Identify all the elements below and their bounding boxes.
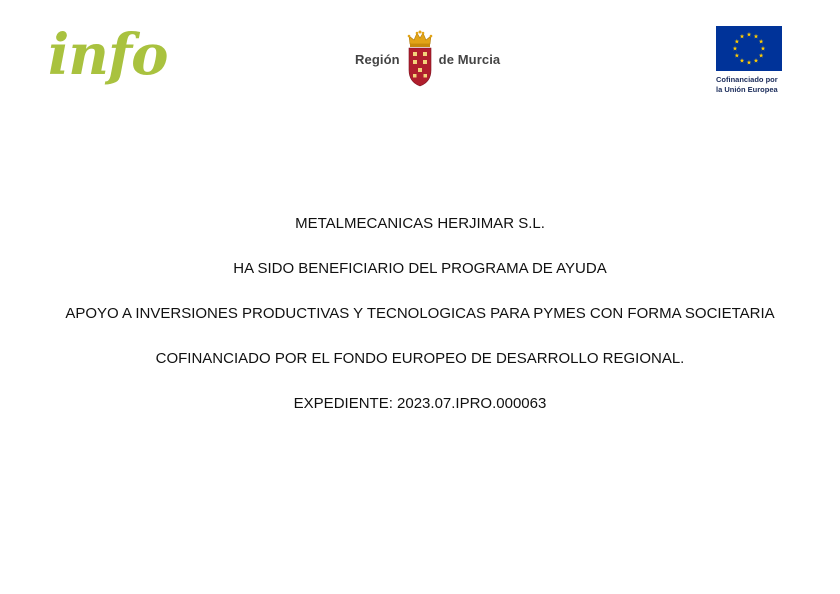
info-logo — [46, 22, 168, 94]
eu-caption — [716, 75, 806, 94]
eu-caption-line-2: la Unión Europea — [716, 84, 778, 94]
info-logo-text: info — [48, 22, 168, 88]
eu-flag-icon — [716, 26, 782, 71]
eu-caption-line-1: Cofinanciado por — [716, 75, 778, 84]
company-name: METALMECANICAS HERJIMAR S.L. — [295, 215, 545, 232]
beneficiary-statement: HA SIDO BENEFICIARIO DEL PROGRAMA DE AYUDA — [233, 260, 607, 277]
info-logo-icon — [46, 22, 168, 94]
murcia-coat-of-arms-icon — [405, 30, 435, 88]
beneficiary-notice — [0, 212, 840, 437]
funding-statement: COFINANCIADO POR EL FONDO EUROPEO DE DESARROLLO REGIONAL. — [155, 350, 685, 367]
program-name: APOYO A INVERSIONES PRODUCTIVAS Y TECNOLOGICAS PARA PYMES CON FORMA SOCIETARIA — [65, 305, 775, 322]
eu-cofinancing-logo — [716, 26, 806, 94]
expediente-number: EXPEDIENTE: 2023.07.IPRO.000063 — [293, 395, 547, 412]
murcia-logo-left-text: Región — [355, 51, 400, 67]
murcia-logo-right-text: de Murcia — [438, 51, 501, 67]
header — [0, 0, 840, 110]
region-murcia-logo — [355, 30, 500, 88]
